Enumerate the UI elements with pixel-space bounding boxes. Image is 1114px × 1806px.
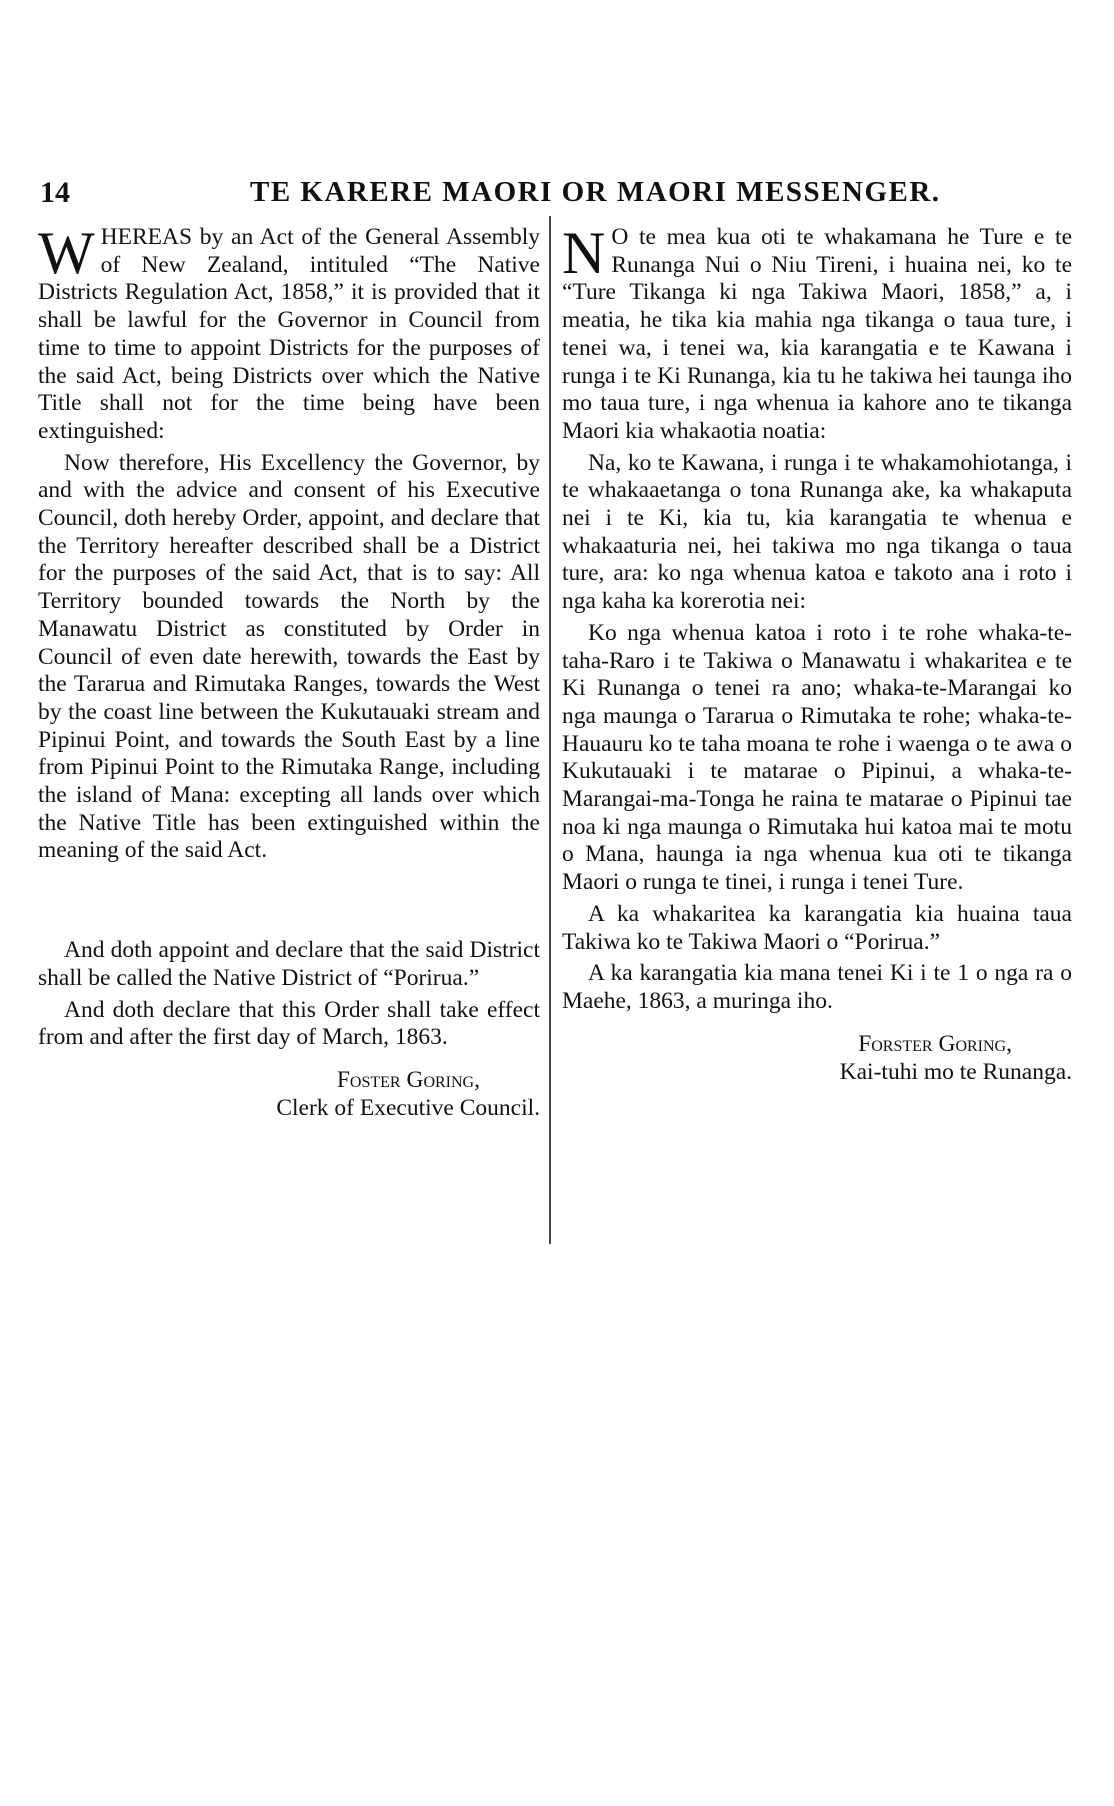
page-number: 14 xyxy=(40,176,70,209)
maori-paragraph-1-text: O te mea kua oti te whakamana he Ture e te Runanga Nui o Niu Tireni, i huaina nei, ko te “Ture Tikanga ki nga Takiwa Maori, 1858,” a, i meatia, he tika kia mahia nga tikanga o taua ture, i tenei wa, i tenei wa, kia karangatia e te Kawana i runga i te Ki Runanga, kia tu he takiwa hei taunga iho mo taua ture, i nga whenua ia kahore ano te tikanga Maori kia whakaotia noatia: xyxy=(562,224,1072,444)
english-column xyxy=(38,220,540,1122)
english-paragraph-2: Now therefore, His Excellency the Governor, by and with the advice and consent of his Executive Council, doth hereby Order, appoint, and declare that the Territory hereafter described shall be a District for the purposes of the said Act, that is to say: All Territory bounded towards the North by the Manawatu District as constituted by Order in Council of even date herewith, towards the East by the Tararua and Rimutaka Ranges, towards the West by the coast line between the Kukutauaki stream and Pipinui Point, and towards the South East by a line from Pipinui Point to the Rimutaka Range, including the island of Mana: excepting all lands over which the Native Title has been extinguished within the meaning of the said Act. xyxy=(38,449,540,864)
maori-column xyxy=(562,220,1072,1086)
english-paragraph-1-text: HEREAS by an Act of the General Assembly of New Zealand, intituled “The Native Districts Regulation Act, 1858,” it is provided that it shall be lawful for the Governor in Council from time to time to appoint Districts for the purposes of the said Act, being Districts over which the Native Title shall not for the time being have been extinguished: xyxy=(38,224,540,444)
page-header xyxy=(0,176,1114,212)
english-signature-name: Foster Goring, xyxy=(336,1066,480,1093)
maori-paragraph-5: A ka karangatia kia mana tenei Ki i te 1 o nga ra o Maehe, 1863, a muringa iho. xyxy=(562,960,1072,1014)
maori-paragraph-3: Ko nga whenua katoa i roto i te rohe whaka-te-taha-Raro i te Takiwa o Manawatu i whakaritea e te Ki Runanga o tenei ra ano; whaka-te-Marangai ko nga maunga o Tararua o Rimutaka te rohe; whaka-te-Hauauru ko te taha moana te rohe i waenga o te awa o Kukutauaki i te matarae o Pipinui, a whaka-te-Marangai-ma-Tonga he raina te matarae o Pipinui tae noa ki nga maunga o Rimutaka hui katoa mai te motu o Mana, haunga ia nga whenua kua oti te tikanga Maori o runga te tinei, i runga i tenei Ture. xyxy=(562,619,1072,896)
maori-paragraph-2: Na, ko te Kawana, i runga i te whakamohiotanga, i te whakaaetanga o tona Runanga ake, ka whakaputa nei i te Ki, kia tu, kia karangatia te whenua e whakaaturia nei, hei takiwa mo nga tikanga o taua ture, ara: ko nga whenua katoa e takoto ana i roto i nga kaha ka korerotia nei: xyxy=(562,449,1072,615)
english-paragraph-4: And doth declare that this Order shall take effect from and after the first day of March, 1863. xyxy=(38,996,540,1051)
maori-signature-name: Forster Goring, xyxy=(858,1030,1012,1057)
maori-signature-role: Kai-tuhi mo te Runanga. xyxy=(839,1058,1072,1085)
newspaper-title: TE KARERE MAORI OR MAORI MESSENGER. xyxy=(250,176,941,208)
english-paragraph-1 xyxy=(38,220,540,446)
maori-paragraph-1 xyxy=(562,220,1072,446)
english-signature xyxy=(38,1066,540,1122)
english-drop-cap: W xyxy=(38,220,95,286)
column-divider xyxy=(549,216,551,1244)
english-signature-role: Clerk of Executive Council. xyxy=(276,1094,540,1121)
maori-paragraph-4: A ka whakaritea ka karangatia kia huaina taua Takiwa ko te Takiwa Maori o “Porirua.” xyxy=(562,900,1072,955)
english-paragraph-3: And doth appoint and declare that the said District shall be called the Native District of “Porirua.” xyxy=(38,937,540,991)
maori-signature xyxy=(562,1030,1072,1086)
maori-drop-cap: N xyxy=(562,220,606,286)
